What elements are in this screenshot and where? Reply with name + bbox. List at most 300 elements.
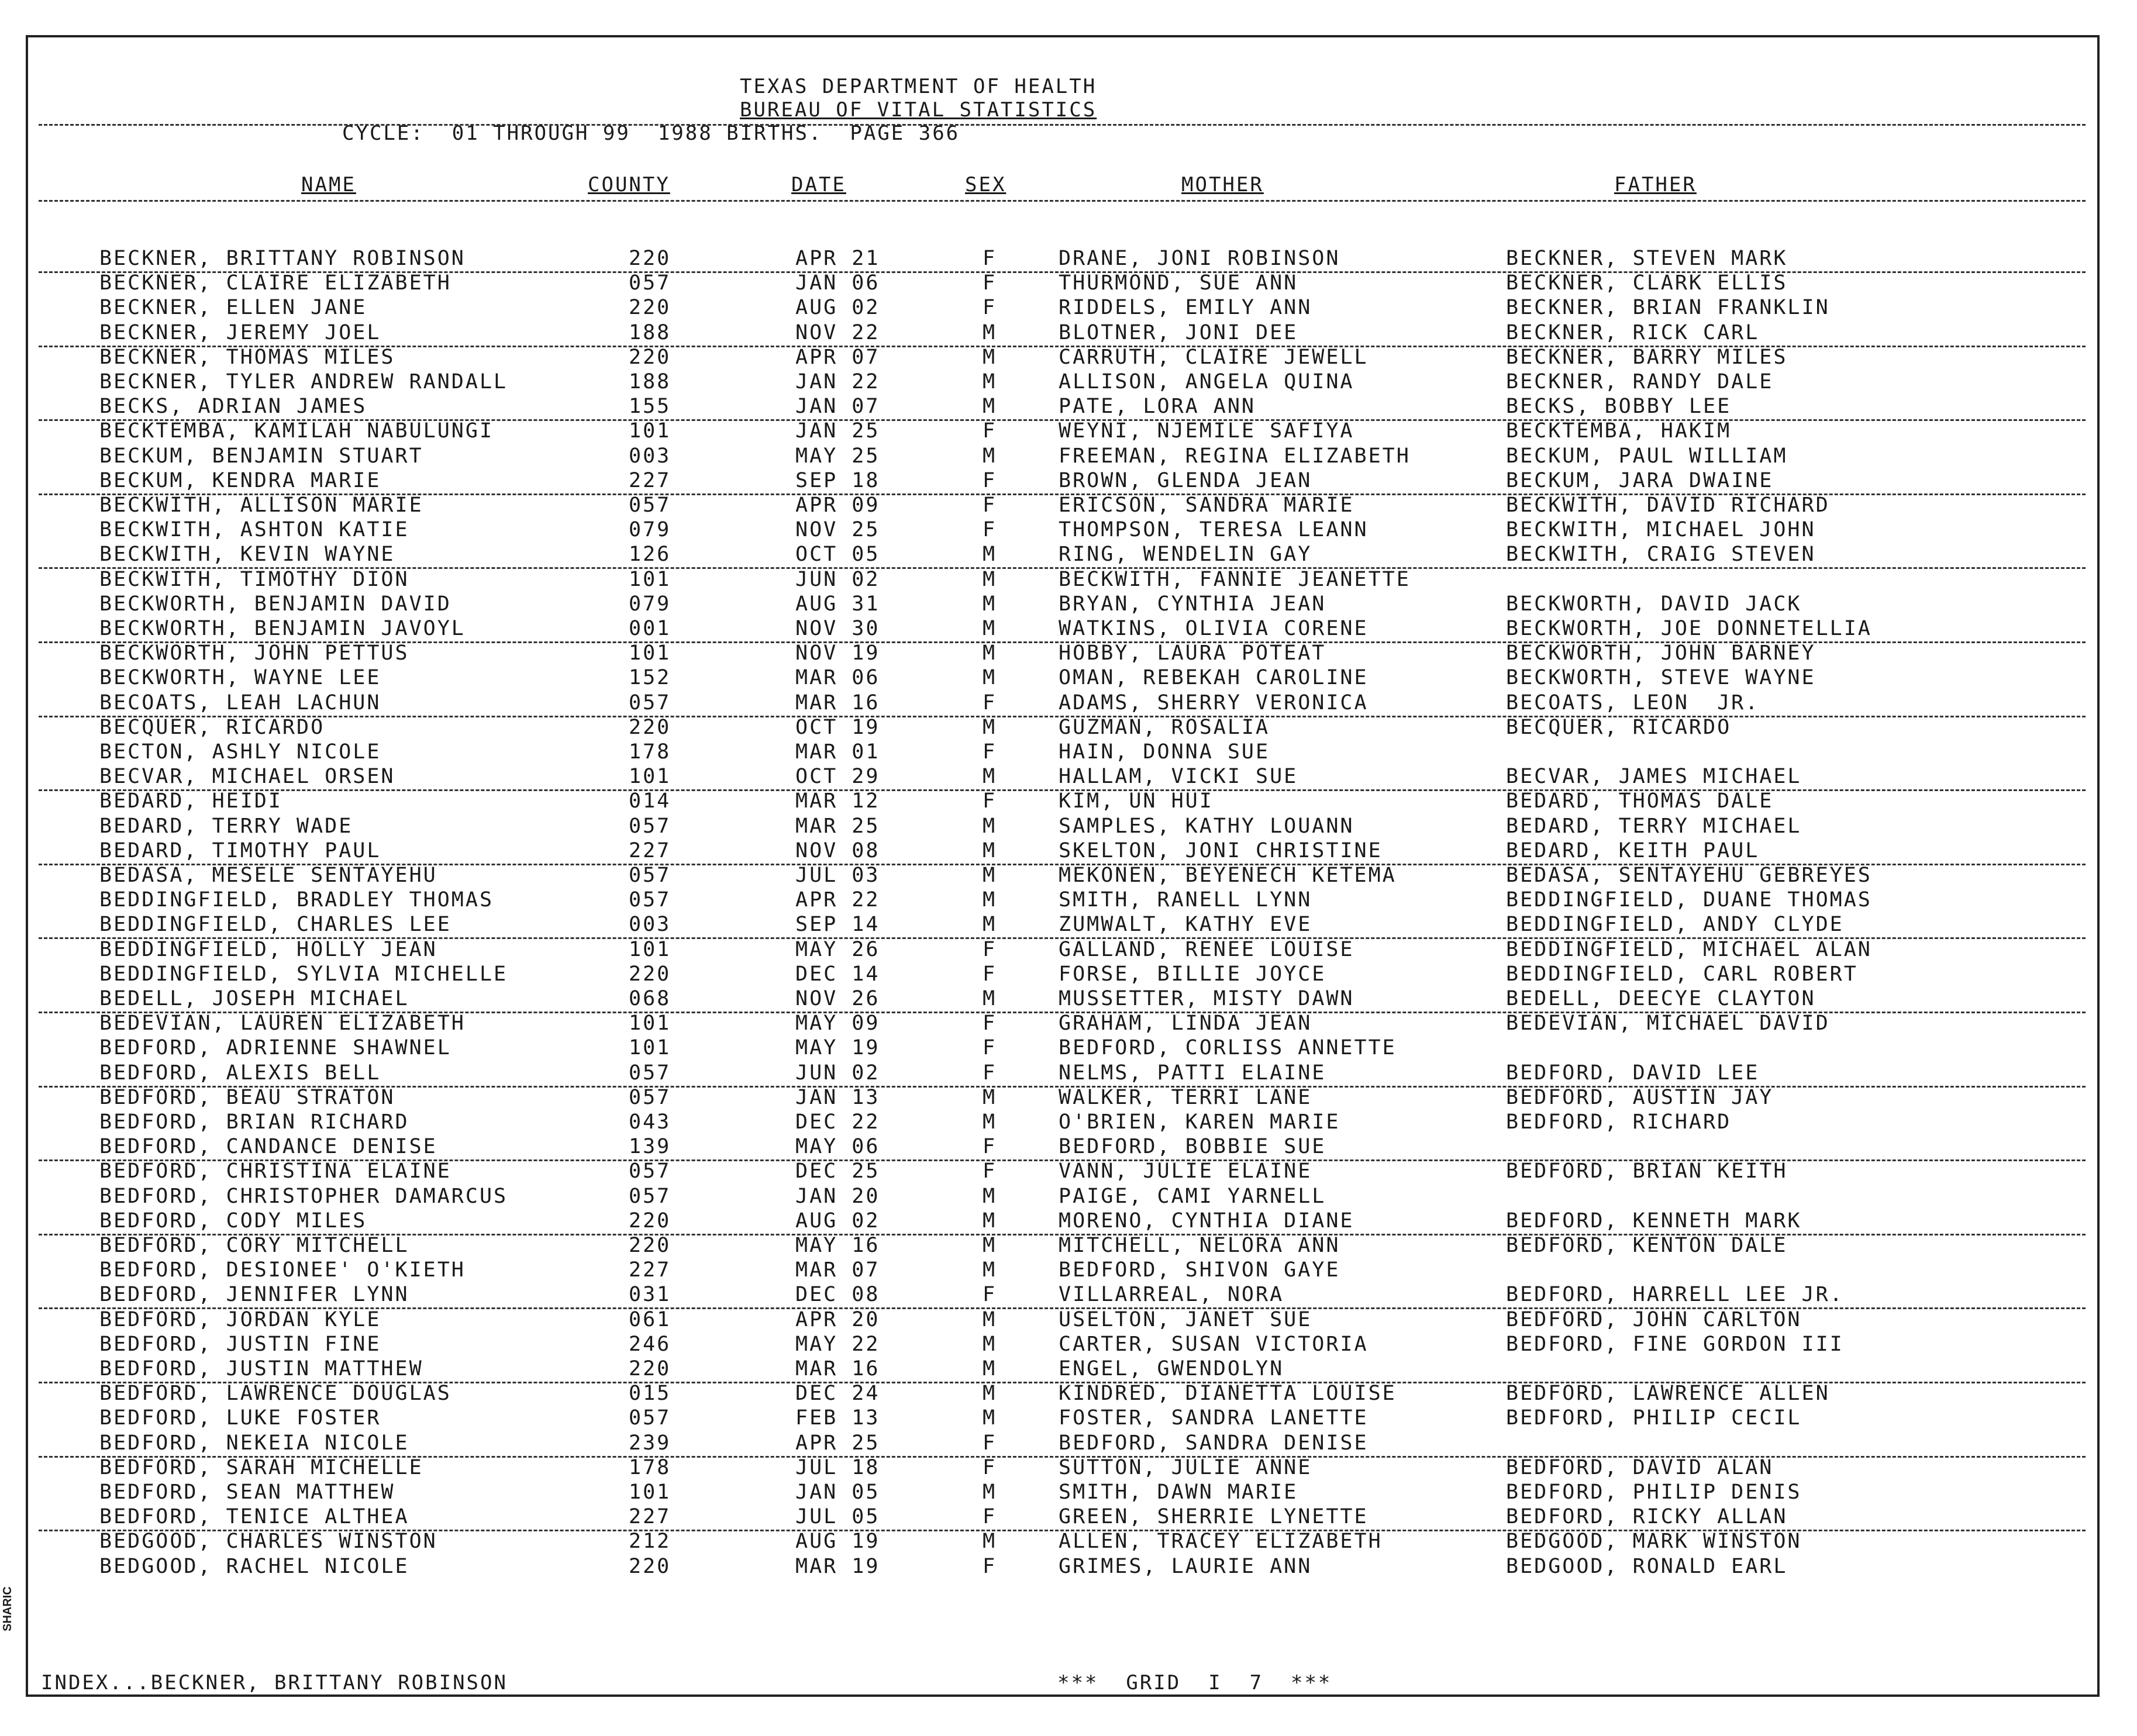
record-name: BECKWORTH, BENJAMIN DAVID xyxy=(99,592,451,616)
record-mother: BECKWITH, FANNIE JEANETTE xyxy=(1059,567,1411,591)
record-mother: KIM, UN HUI xyxy=(1059,789,1214,813)
record-date: JUN 02 xyxy=(795,567,880,591)
record-date: MAR 19 xyxy=(795,1554,880,1578)
record-name: BECKNER, BRITTANY ROBINSON xyxy=(99,247,466,270)
record-county: 139 xyxy=(629,1135,671,1159)
record-father: BEDELL, DEECYE CLAYTON xyxy=(1506,987,1816,1010)
record-county: 220 xyxy=(629,1234,671,1257)
record-father: BEDARD, THOMAS DALE xyxy=(1506,789,1774,813)
record-name: BEDFORD, ADRIENNE SHAWNEL xyxy=(99,1036,451,1060)
record-sex: M xyxy=(983,1085,997,1109)
record-county: 061 xyxy=(629,1307,671,1331)
record-name: BECTON, ASHLY NICOLE xyxy=(99,740,381,764)
record-date: NOV 30 xyxy=(795,617,880,640)
record-date: JAN 20 xyxy=(795,1184,880,1208)
record-sex: M xyxy=(983,838,997,862)
record-father: BECOATS, LEON JR. xyxy=(1506,691,1760,715)
record-father: BECKWORTH, JOHN BARNEY xyxy=(1506,641,1816,665)
record-sex: M xyxy=(983,666,997,690)
record-date: DEC 25 xyxy=(795,1159,880,1183)
record-mother: CARTER, SUSAN VICTORIA xyxy=(1059,1332,1369,1356)
record-mother: MUSSETTER, MISTY DAWN xyxy=(1059,987,1354,1010)
record-county: 239 xyxy=(629,1431,671,1455)
record-father: BECVAR, JAMES MICHAEL xyxy=(1506,765,1802,789)
record-name: BEDFORD, LAWRENCE DOUGLAS xyxy=(99,1382,451,1406)
record-mother: GUZMAN, ROSALIA xyxy=(1059,715,1270,739)
record-name: BECKUM, KENDRA MARIE xyxy=(99,468,381,492)
record-mother: VILLARREAL, NORA xyxy=(1059,1283,1284,1307)
record-name: BEDFORD, ALEXIS BELL xyxy=(99,1061,381,1085)
record-county: 057 xyxy=(629,271,671,295)
record-father: BECKWITH, CRAIG STEVEN xyxy=(1506,543,1816,567)
record-name: BECKNER, ELLEN JANE xyxy=(99,296,367,320)
record-mother: GALLAND, RENEE LOUISE xyxy=(1059,937,1354,961)
record-sex: F xyxy=(983,271,997,295)
record-county: 227 xyxy=(629,1258,671,1282)
record-father: BEDFORD, HARRELL LEE JR. xyxy=(1506,1283,1844,1307)
record-sex: F xyxy=(983,1431,997,1455)
record-sex: F xyxy=(983,691,997,715)
record-county: 188 xyxy=(629,320,671,344)
record-name: BEDFORD, LUKE FOSTER xyxy=(99,1406,381,1430)
record-father: BEDARD, KEITH PAUL xyxy=(1506,838,1760,862)
record-county: 220 xyxy=(629,247,671,270)
record-sex: M xyxy=(983,1307,997,1331)
record-father: BEDFORD, PHILIP CECIL xyxy=(1506,1406,1802,1430)
record-name: BEDFORD, CANDANCE DENISE xyxy=(99,1135,437,1159)
record-father: BECKWORTH, JOE DONNETELLIA xyxy=(1506,617,1872,640)
header-rule xyxy=(39,124,2086,126)
record-mother: THURMOND, SUE ANN xyxy=(1059,271,1298,295)
record-county: 188 xyxy=(629,370,671,394)
record-date: APR 22 xyxy=(795,888,880,912)
record-date: NOV 26 xyxy=(795,987,880,1010)
record-date: DEC 22 xyxy=(795,1110,880,1134)
record-date: APR 21 xyxy=(795,247,880,270)
record-county: 057 xyxy=(629,493,671,517)
record-sex: M xyxy=(983,888,997,912)
record-mother: KINDRED, DIANETTA LOUISE xyxy=(1059,1382,1397,1406)
record-county: 227 xyxy=(629,1505,671,1529)
record-date: OCT 29 xyxy=(795,765,880,789)
record-mother: BEDFORD, SHIVON GAYE xyxy=(1059,1258,1340,1282)
record-sex: F xyxy=(983,789,997,813)
column-header-name: NAME xyxy=(301,173,356,196)
column-header-county: COUNTY xyxy=(588,173,670,196)
record-sex: F xyxy=(983,1135,997,1159)
side-label: SHARIC xyxy=(1,1586,14,1631)
record-name: BEDDINGFIELD, SYLVIA MICHELLE xyxy=(99,962,508,986)
record-father: BEDFORD, KENNETH MARK xyxy=(1506,1209,1802,1233)
record-name: BECKNER, CLAIRE ELIZABETH xyxy=(99,271,451,295)
record-county: 101 xyxy=(629,1480,671,1504)
record-sex: M xyxy=(983,592,997,616)
record-county: 220 xyxy=(629,1357,671,1380)
record-name: BEDFORD, JUSTIN MATTHEW xyxy=(99,1357,423,1380)
record-county: 178 xyxy=(629,740,671,764)
record-name: BEDARD, TIMOTHY PAUL xyxy=(99,838,381,862)
record-sex: M xyxy=(983,814,997,838)
record-date: APR 25 xyxy=(795,1431,880,1455)
record-father: BEDEVIAN, MICHAEL DAVID xyxy=(1506,1012,1830,1036)
record-date: AUG 02 xyxy=(795,1209,880,1233)
record-mother: GRIMES, LAURIE ANN xyxy=(1059,1554,1312,1578)
record-mother: SMITH, DAWN MARIE xyxy=(1059,1480,1298,1504)
record-mother: RIDDELS, EMILY ANN xyxy=(1059,296,1312,320)
record-county: 178 xyxy=(629,1455,671,1479)
record-sex: M xyxy=(983,765,997,789)
record-date: JAN 13 xyxy=(795,1085,880,1109)
record-father: BECKNER, BARRY MILES xyxy=(1506,345,1788,369)
record-father: BECKUM, JARA DWAINE xyxy=(1506,468,1774,492)
record-mother: CARRUTH, CLAIRE JEWELL xyxy=(1059,345,1369,369)
record-mother: BLOTNER, JONI DEE xyxy=(1059,320,1298,344)
record-father: BECKWORTH, DAVID JACK xyxy=(1506,592,1802,616)
record-sex: M xyxy=(983,715,997,739)
record-mother: GRAHAM, LINDA JEAN xyxy=(1059,1012,1312,1036)
record-father: BEDDINGFIELD, CARL ROBERT xyxy=(1506,962,1858,986)
record-name: BEDEVIAN, LAUREN ELIZABETH xyxy=(99,1012,466,1036)
record-name: BEDFORD, DESIONEE' O'KIETH xyxy=(99,1258,466,1282)
record-date: MAR 16 xyxy=(795,691,880,715)
record-mother: ALLEN, TRACEY ELIZABETH xyxy=(1059,1530,1383,1554)
record-sex: M xyxy=(983,1234,997,1257)
record-father: BEDFORD, BRIAN KEITH xyxy=(1506,1159,1788,1183)
record-date: JUL 05 xyxy=(795,1505,880,1529)
record-mother: ERICSON, SANDRA MARIE xyxy=(1059,493,1354,517)
record-county: 014 xyxy=(629,789,671,813)
record-date: OCT 05 xyxy=(795,543,880,567)
record-mother: DRANE, JONI ROBINSON xyxy=(1059,247,1340,270)
column-header-sex: SEX xyxy=(965,173,1007,196)
record-sex: F xyxy=(983,1283,997,1307)
record-date: MAY 22 xyxy=(795,1332,880,1356)
record-father: BECKUM, PAUL WILLIAM xyxy=(1506,444,1788,468)
record-county: 220 xyxy=(629,1209,671,1233)
record-county: 227 xyxy=(629,468,671,492)
record-mother: GREEN, SHERRIE LYNETTE xyxy=(1059,1505,1369,1529)
record-county: 003 xyxy=(629,444,671,468)
record-county: 227 xyxy=(629,838,671,862)
record-county: 220 xyxy=(629,715,671,739)
record-date: JUN 02 xyxy=(795,1061,880,1085)
record-sex: M xyxy=(983,1110,997,1134)
record-name: BECKTEMBA, KAMILAH NABULUNGI xyxy=(99,419,494,443)
record-father: BEDDINGFIELD, DUANE THOMAS xyxy=(1506,888,1872,912)
record-name: BEDDINGFIELD, HOLLY JEAN xyxy=(99,937,437,961)
bureau-title: BUREAU OF VITAL STATISTICS xyxy=(740,98,1097,122)
record-county: 001 xyxy=(629,617,671,640)
record-mother: THOMPSON, TERESA LEANN xyxy=(1059,518,1369,542)
record-county: 057 xyxy=(629,888,671,912)
record-date: MAR 12 xyxy=(795,789,880,813)
record-name: BEDFORD, SEAN MATTHEW xyxy=(99,1480,395,1504)
record-date: AUG 02 xyxy=(795,296,880,320)
record-county: 015 xyxy=(629,1382,671,1406)
record-sex: M xyxy=(983,1332,997,1356)
record-mother: SUTTON, JULIE ANNE xyxy=(1059,1455,1312,1479)
record-father: BEDFORD, DAVID LEE xyxy=(1506,1061,1760,1085)
record-name: BEDFORD, CORY MITCHELL xyxy=(99,1234,409,1257)
record-date: JAN 25 xyxy=(795,419,880,443)
record-sex: F xyxy=(983,1036,997,1060)
record-father: BEDFORD, KENTON DALE xyxy=(1506,1234,1788,1257)
record-name: BECKWORTH, BENJAMIN JAVOYL xyxy=(99,617,466,640)
record-sex: F xyxy=(983,937,997,961)
record-mother: NELMS, PATTI ELAINE xyxy=(1059,1061,1326,1085)
record-name: BEDARD, HEIDI xyxy=(99,789,282,813)
record-sex: M xyxy=(983,1184,997,1208)
record-mother: PAIGE, CAMI YARNELL xyxy=(1059,1184,1326,1208)
record-date: SEP 14 xyxy=(795,913,880,937)
record-name: BEDFORD, JENNIFER LYNN xyxy=(99,1283,409,1307)
record-date: MAR 16 xyxy=(795,1357,880,1380)
record-name: BEDFORD, TENICE ALTHEA xyxy=(99,1505,409,1529)
record-mother: BEDFORD, CORLISS ANNETTE xyxy=(1059,1036,1397,1060)
record-county: 101 xyxy=(629,1036,671,1060)
record-date: APR 07 xyxy=(795,345,880,369)
record-mother: WALKER, TERRI LANE xyxy=(1059,1085,1312,1109)
record-date: SEP 18 xyxy=(795,468,880,492)
record-mother: USELTON, JANET SUE xyxy=(1059,1307,1312,1331)
record-father: BEDGOOD, MARK WINSTON xyxy=(1506,1530,1802,1554)
record-date: JUL 18 xyxy=(795,1455,880,1479)
record-mother: HAIN, DONNA SUE xyxy=(1059,740,1270,764)
record-father: BECKS, BOBBY LEE xyxy=(1506,395,1732,419)
record-date: NOV 08 xyxy=(795,838,880,862)
record-sex: M xyxy=(983,1406,997,1430)
record-sex: M xyxy=(983,345,997,369)
record-date: OCT 19 xyxy=(795,715,880,739)
record-father: BEDFORD, PHILIP DENIS xyxy=(1506,1480,1802,1504)
record-county: 152 xyxy=(629,666,671,690)
record-sex: F xyxy=(983,1455,997,1479)
record-sex: F xyxy=(983,1554,997,1578)
record-date: APR 20 xyxy=(795,1307,880,1331)
record-mother: BEDFORD, SANDRA DENISE xyxy=(1059,1431,1369,1455)
record-date: APR 09 xyxy=(795,493,880,517)
record-father: BEDFORD, FINE GORDON III xyxy=(1506,1332,1844,1356)
record-sex: M xyxy=(983,1357,997,1380)
record-county: 079 xyxy=(629,592,671,616)
record-sex: F xyxy=(983,1012,997,1036)
record-date: MAY 25 xyxy=(795,444,880,468)
record-date: MAR 01 xyxy=(795,740,880,764)
record-father: BEDFORD, RICHARD xyxy=(1506,1110,1732,1134)
record-sex: F xyxy=(983,493,997,517)
record-county: 101 xyxy=(629,1012,671,1036)
record-county: 057 xyxy=(629,1085,671,1109)
record-name: BECOATS, LEAH LACHUN xyxy=(99,691,381,715)
record-mother: MORENO, CYNTHIA DIANE xyxy=(1059,1209,1354,1233)
record-father: BECKWITH, MICHAEL JOHN xyxy=(1506,518,1816,542)
record-father: BEDGOOD, RONALD EARL xyxy=(1506,1554,1788,1578)
record-date: MAY 19 xyxy=(795,1036,880,1060)
department-title: TEXAS DEPARTMENT OF HEALTH xyxy=(740,75,1097,98)
record-name: BEDFORD, CODY MILES xyxy=(99,1209,367,1233)
record-date: MAY 26 xyxy=(795,937,880,961)
record-date: MAY 09 xyxy=(795,1012,880,1036)
record-sex: M xyxy=(983,543,997,567)
record-county: 101 xyxy=(629,937,671,961)
record-sex: F xyxy=(983,419,997,443)
record-county: 003 xyxy=(629,913,671,937)
record-date: NOV 19 xyxy=(795,641,880,665)
record-mother: ALLISON, ANGELA QUINA xyxy=(1059,370,1354,394)
record-name: BEDFORD, JORDAN KYLE xyxy=(99,1307,381,1331)
record-sex: M xyxy=(983,1209,997,1233)
record-date: JAN 07 xyxy=(795,395,880,419)
record-name: BECKNER, THOMAS MILES xyxy=(99,345,395,369)
record-father: BEDDINGFIELD, MICHAEL ALAN xyxy=(1506,937,1872,961)
record-mother: RING, WENDELIN GAY xyxy=(1059,543,1312,567)
column-header-date: DATE xyxy=(791,173,846,196)
record-date: JAN 22 xyxy=(795,370,880,394)
record-mother: FORSE, BILLIE JOYCE xyxy=(1059,962,1326,986)
record-date: MAY 06 xyxy=(795,1135,880,1159)
record-date: DEC 08 xyxy=(795,1283,880,1307)
record-sex: F xyxy=(983,1061,997,1085)
record-name: BEDFORD, BRIAN RICHARD xyxy=(99,1110,409,1134)
record-mother: MEKONEN, BEYENECH KETEMA xyxy=(1059,864,1397,887)
record-mother: FOSTER, SANDRA LANETTE xyxy=(1059,1406,1369,1430)
record-mother: BROWN, GLENDA JEAN xyxy=(1059,468,1312,492)
record-sex: F xyxy=(983,296,997,320)
record-sex: M xyxy=(983,1480,997,1504)
record-father: BECKNER, RICK CARL xyxy=(1506,320,1760,344)
record-mother: BEDFORD, BOBBIE SUE xyxy=(1059,1135,1326,1159)
record-county: 068 xyxy=(629,987,671,1010)
record-mother: SKELTON, JONI CHRISTINE xyxy=(1059,838,1383,862)
record-name: BEDFORD, SARAH MICHELLE xyxy=(99,1455,423,1479)
record-mother: HOBBY, LAURA POTEAT xyxy=(1059,641,1326,665)
record-name: BEDDINGFIELD, BRADLEY THOMAS xyxy=(99,888,494,912)
record-county: 220 xyxy=(629,1554,671,1578)
record-sex: M xyxy=(983,1382,997,1406)
record-county: 220 xyxy=(629,345,671,369)
record-date: MAY 16 xyxy=(795,1234,880,1257)
record-name: BECKWITH, ASHTON KATIE xyxy=(99,518,409,542)
record-sex: F xyxy=(983,468,997,492)
record-sex: M xyxy=(983,1258,997,1282)
record-father: BECKTEMBA, HAKIM xyxy=(1506,419,1732,443)
record-name: BECKNER, TYLER ANDREW RANDALL xyxy=(99,370,508,394)
record-mother: VANN, JULIE ELAINE xyxy=(1059,1159,1312,1183)
record-sex: M xyxy=(983,370,997,394)
record-mother: HALLAM, VICKI SUE xyxy=(1059,765,1298,789)
record-father: BECKNER, STEVEN MARK xyxy=(1506,247,1788,270)
record-father: BEDFORD, DAVID ALAN xyxy=(1506,1455,1774,1479)
record-date: DEC 14 xyxy=(795,962,880,986)
record-date: MAR 25 xyxy=(795,814,880,838)
record-county: 031 xyxy=(629,1283,671,1307)
record-name: BECKWITH, KEVIN WAYNE xyxy=(99,543,395,567)
record-name: BEDFORD, CHRISTINA ELAINE xyxy=(99,1159,451,1183)
record-county: 101 xyxy=(629,419,671,443)
record-sex: F xyxy=(983,1505,997,1529)
record-date: AUG 31 xyxy=(795,592,880,616)
record-sex: M xyxy=(983,864,997,887)
record-date: NOV 22 xyxy=(795,320,880,344)
record-name: BECKWORTH, WAYNE LEE xyxy=(99,666,381,690)
record-name: BECQUER, RICARDO xyxy=(99,715,325,739)
record-county: 057 xyxy=(629,691,671,715)
record-name: BEDFORD, NEKEIA NICOLE xyxy=(99,1431,409,1455)
record-name: BECKS, ADRIAN JAMES xyxy=(99,395,367,419)
record-father: BEDASA, SENTAYEHU GEBREYES xyxy=(1506,864,1872,887)
record-date: JUL 03 xyxy=(795,864,880,887)
record-father: BECKWORTH, STEVE WAYNE xyxy=(1506,666,1816,690)
record-sex: M xyxy=(983,320,997,344)
record-name: BEDFORD, JUSTIN FINE xyxy=(99,1332,381,1356)
record-county: 057 xyxy=(629,1406,671,1430)
column-header-father: FATHER xyxy=(1614,173,1697,196)
record-mother: WATKINS, OLIVIA CORENE xyxy=(1059,617,1369,640)
record-county: 155 xyxy=(629,395,671,419)
record-father: BEDFORD, LAWRENCE ALLEN xyxy=(1506,1382,1830,1406)
record-county: 220 xyxy=(629,296,671,320)
record-name: BECVAR, MICHAEL ORSEN xyxy=(99,765,395,789)
record-sex: M xyxy=(983,913,997,937)
record-date: AUG 19 xyxy=(795,1530,880,1554)
record-name: BEDGOOD, CHARLES WINSTON xyxy=(99,1530,437,1554)
record-mother: FREEMAN, REGINA ELIZABETH xyxy=(1059,444,1411,468)
record-mother: PATE, LORA ANN xyxy=(1059,395,1256,419)
record-sex: M xyxy=(983,987,997,1010)
record-sex: F xyxy=(983,247,997,270)
index-footer: INDEX...BECKNER, BRITTANY ROBINSON xyxy=(41,1671,508,1694)
record-father: BEDARD, TERRY MICHAEL xyxy=(1506,814,1802,838)
record-county: 057 xyxy=(629,1184,671,1208)
record-mother: WEYNI, NJEMILE SAFIYA xyxy=(1059,419,1354,443)
record-mother: ADAMS, SHERRY VERONICA xyxy=(1059,691,1369,715)
record-sex: M xyxy=(983,1530,997,1554)
record-date: JAN 05 xyxy=(795,1480,880,1504)
record-name: BECKWITH, TIMOTHY DION xyxy=(99,567,409,591)
record-county: 057 xyxy=(629,864,671,887)
record-mother: ENGEL, GWENDOLYN xyxy=(1059,1357,1284,1380)
grid-footer: *** GRID I 7 *** xyxy=(1057,1671,1332,1694)
record-father: BEDDINGFIELD, ANDY CLYDE xyxy=(1506,913,1844,937)
record-mother: OMAN, REBEKAH CAROLINE xyxy=(1059,666,1369,690)
record-sex: F xyxy=(983,1159,997,1183)
record-county: 101 xyxy=(629,641,671,665)
record-sex: M xyxy=(983,444,997,468)
record-sex: F xyxy=(983,740,997,764)
record-name: BEDGOOD, RACHEL NICOLE xyxy=(99,1554,409,1578)
cycle-line: CYCLE: 01 THROUGH 99 1988 BIRTHS. PAGE 366 xyxy=(342,122,960,145)
record-name: BECKNER, JEREMY JOEL xyxy=(99,320,381,344)
record-date: MAR 07 xyxy=(795,1258,880,1282)
record-county: 043 xyxy=(629,1110,671,1134)
record-name: BEDASA, MESELE SENTAYEHU xyxy=(99,864,437,887)
record-father: BEDFORD, RICKY ALLAN xyxy=(1506,1505,1788,1529)
record-county: 212 xyxy=(629,1530,671,1554)
record-father: BECKNER, BRIAN FRANKLIN xyxy=(1506,296,1830,320)
record-county: 101 xyxy=(629,567,671,591)
record-mother: SMITH, RANELL LYNN xyxy=(1059,888,1312,912)
record-county: 126 xyxy=(629,543,671,567)
record-county: 220 xyxy=(629,962,671,986)
record-date: NOV 25 xyxy=(795,518,880,542)
record-sex: M xyxy=(983,395,997,419)
record-date: MAR 06 xyxy=(795,666,880,690)
column-header-rule xyxy=(39,200,2086,202)
record-mother: O'BRIEN, KAREN MARIE xyxy=(1059,1110,1340,1134)
column-header-mother: MOTHER xyxy=(1181,173,1264,196)
record-mother: ZUMWALT, KATHY EVE xyxy=(1059,913,1312,937)
record-county: 057 xyxy=(629,1061,671,1085)
